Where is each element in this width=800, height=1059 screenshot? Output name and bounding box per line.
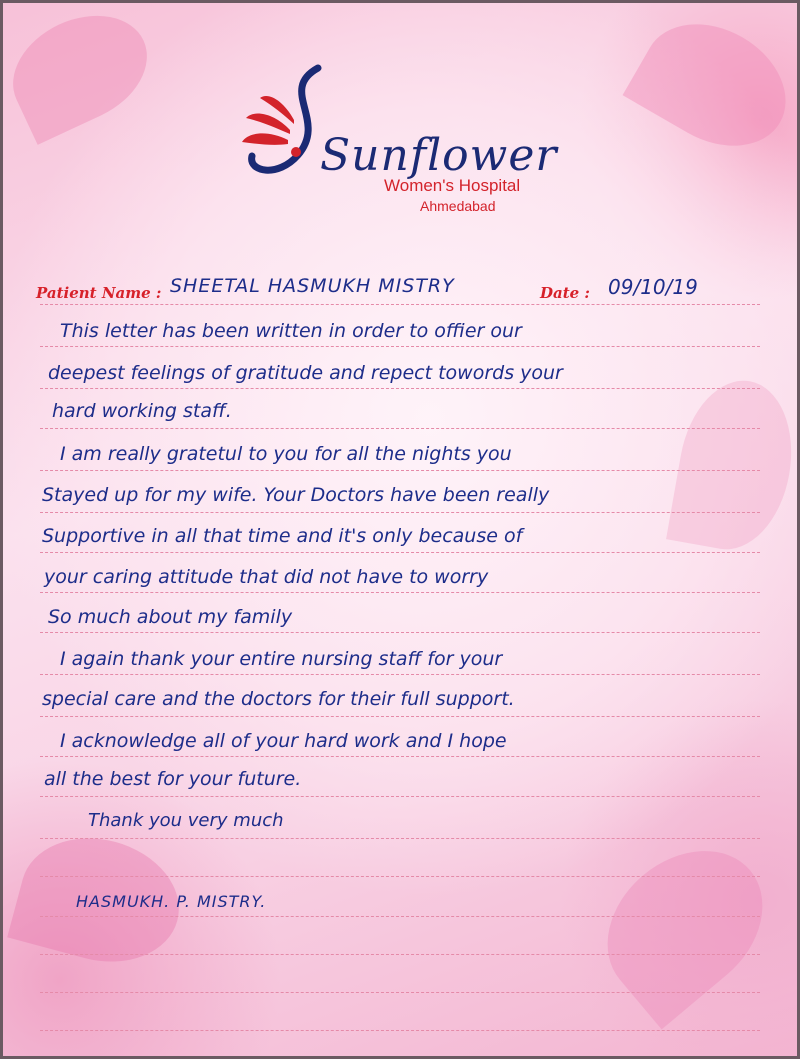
decorative-petal [623,0,800,170]
decorative-petal [578,821,792,1030]
letter-line: Supportive in all that time and it's only because of [42,525,523,547]
letter-line: Thank you very much [88,810,284,831]
letter-line: I again thank your entire nursing staff for your [60,648,503,670]
letter-line: This letter has been written in order to offier our [60,320,522,342]
ruled-line [40,716,760,717]
letter-line: deepest feelings of gratitude and repect towords your [48,362,563,384]
ruled-line [40,346,760,347]
date-label: Date : [540,284,590,302]
hospital-subtitle: Women's Hospital [384,176,521,195]
letter-line: special care and the doctors for their full support. [42,688,515,710]
ruled-line [40,916,760,917]
ruled-line [40,512,760,513]
hospital-city: Ahmedabad [420,198,496,214]
ruled-line [40,992,760,993]
ruled-line [40,304,760,305]
letter-line: your caring attitude that did not have to worry [44,566,489,588]
ruled-line [40,388,760,389]
letter-line: hard working staff. [52,400,232,422]
patient-name-label: Patient Name : [36,284,162,302]
decorative-petal [666,372,800,559]
signature: HASMUKH. P. MISTRY. [76,892,267,911]
decorative-petal [0,0,165,145]
date-value: 09/10/19 [608,275,698,299]
ruled-line [40,876,760,877]
ruled-line [40,838,760,839]
letter-line: So much about my family [48,606,293,628]
letter-line: Stayed up for my wife. Your Doctors have been really [42,484,550,506]
letter-line: I acknowledge all of your hard work and I hope [60,730,507,752]
letter-line: I am really gratetul to you for all the nights you [60,443,512,465]
ruled-line [40,1030,760,1031]
ruled-line [40,552,760,553]
ruled-line [40,428,760,429]
ruled-line [40,954,760,955]
ruled-line [40,632,760,633]
ruled-line [40,592,760,593]
ruled-line [40,796,760,797]
patient-name-value: SHEETAL HASMUKH MISTRY [170,275,455,297]
ruled-line [40,756,760,757]
letter-line: all the best for your future. [44,768,302,790]
hospital-brand-name: Sunflower [320,130,558,181]
ruled-line [40,470,760,471]
ruled-line [40,674,760,675]
